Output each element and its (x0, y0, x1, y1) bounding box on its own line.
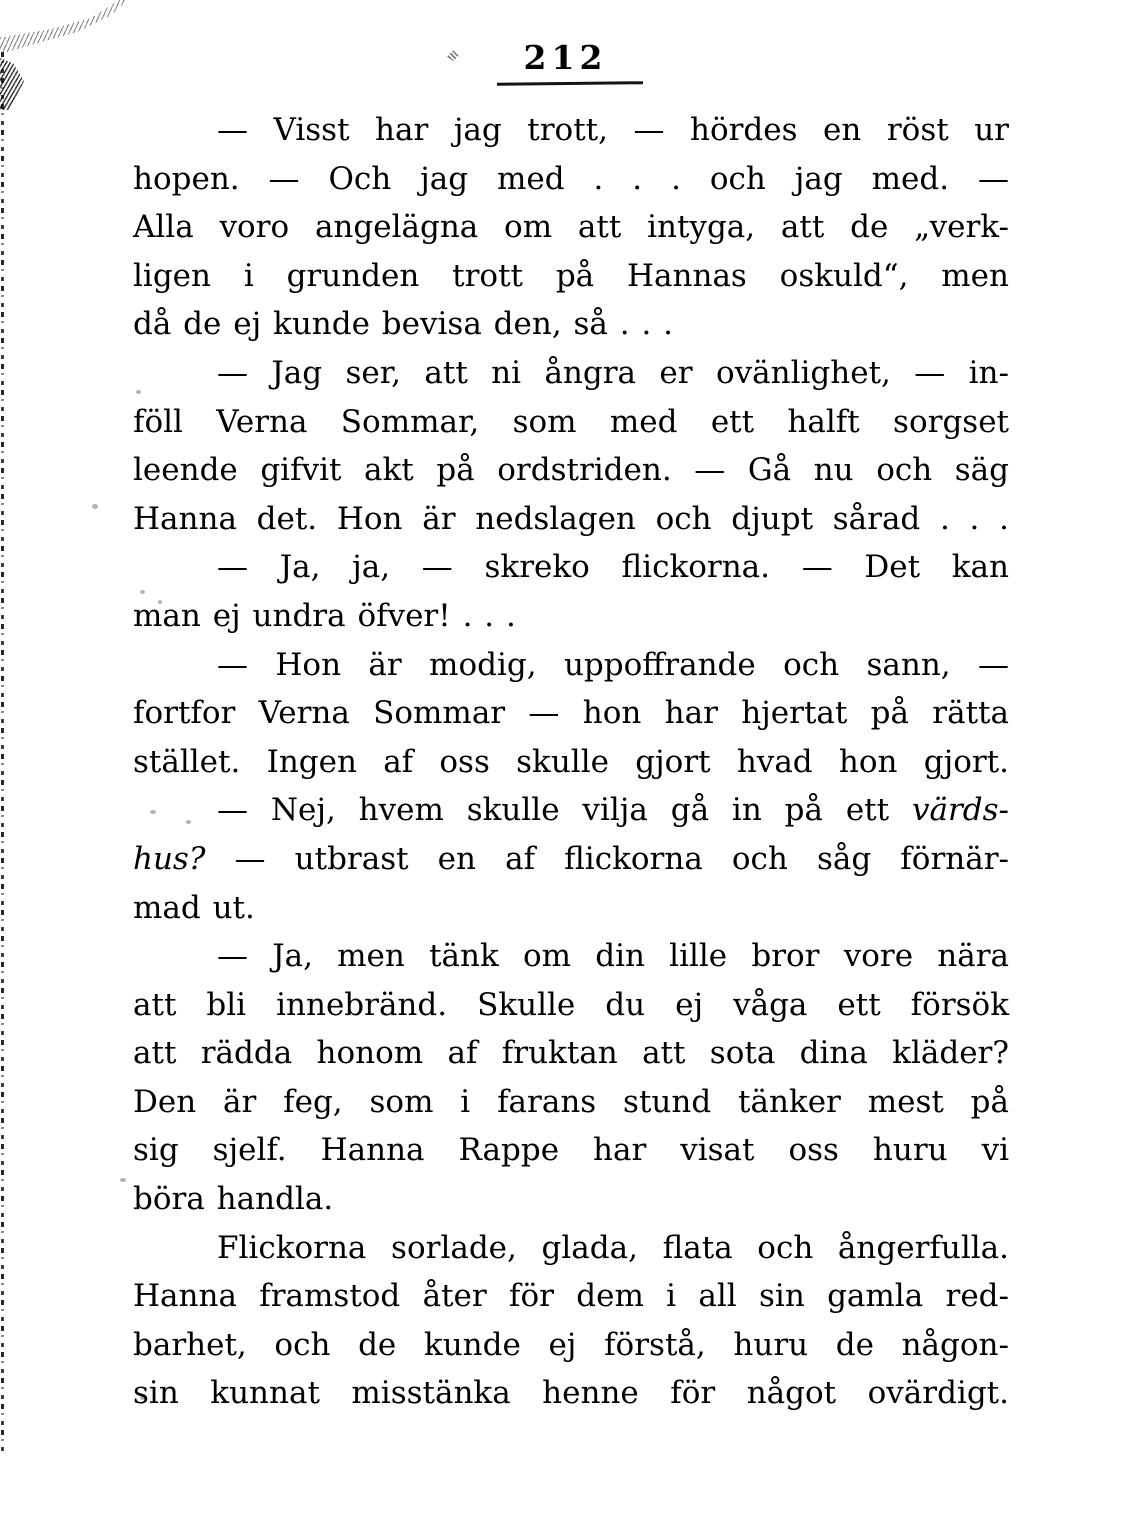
text-line (133, 252, 1009, 301)
text-segment: Den är feg, som i farans stund tänker mest på (133, 1083, 1009, 1120)
text-line (133, 932, 1009, 981)
text-line (133, 1078, 1009, 1127)
text-line (133, 155, 1009, 204)
text-segment: — Nej, hvem skulle vilja gå in på ett (217, 792, 912, 829)
paragraph (133, 106, 1009, 349)
page-number-rule (497, 81, 643, 86)
text-segment: — Jag ser, att ni ångra er ovänlighet, — in- (217, 354, 1009, 391)
paragraph (133, 543, 1009, 640)
text-segment: hopen. — Och jag med . . . och jag med. — (133, 160, 1009, 197)
text-line (133, 1224, 1009, 1273)
text-segment: fortfor Verna Sommar — hon har hjertat på rätta (133, 695, 1009, 732)
paragraph (133, 786, 1009, 932)
text-line (133, 349, 1009, 398)
text-segment: ligen i grunden trott på Hannas oskuld“, men (133, 257, 1009, 294)
text-segment: Flickorna sorlade, glada, flata och ångerfulla. (217, 1229, 1009, 1266)
text-segment: — utbrast en af flickorna och såg förnär- (205, 840, 1009, 877)
text-segment: mad ut. (133, 889, 255, 926)
text-segment-italic: hus? (133, 840, 206, 877)
text-segment: Alla voro angelägna om att intyga, att de „verk- (133, 209, 1009, 246)
text-line (133, 1126, 1009, 1175)
paragraph (133, 641, 1009, 787)
text-segment-italic: värds- (911, 792, 1009, 829)
text-line (133, 592, 1009, 641)
text-line (133, 786, 1009, 835)
text-line (133, 689, 1009, 738)
text-segment: barhet, och de kunde ej förstå, huru de någon- (133, 1326, 1009, 1363)
text-segment: stället. Ingen af oss skulle gjort hvad hon gjort. (133, 743, 1009, 780)
text-line (133, 641, 1009, 690)
text-segment: att bli innebränd. Skulle du ej våga ett försök (133, 986, 1009, 1023)
text-segment: böra handla. (133, 1181, 334, 1218)
speckle-artifact (92, 504, 98, 509)
page-header (0, 38, 1123, 77)
text-segment: — Visst har jag trott, — hördes en röst ur (217, 112, 1009, 148)
text-line (133, 884, 1009, 933)
text-line (133, 1272, 1009, 1321)
text-segment: — Hon är modig, uppoffrande och sann, — (217, 646, 1009, 683)
text-segment: föll Verna Sommar, som med ett halft sorgset (133, 403, 1009, 440)
text-line (133, 495, 1009, 544)
text-segment: — Ja, ja, — skreko flickorna. — Det kan (217, 549, 1009, 586)
text-line (133, 1321, 1009, 1370)
text-line (133, 1369, 1009, 1418)
text-segment: sig sjelf. Hanna Rappe har visat oss huru vi (133, 1132, 1009, 1169)
text-line (133, 1029, 1009, 1078)
text-line (133, 106, 1009, 155)
text-segment: Hanna framstod åter för dem i all sin gamla red- (133, 1278, 1009, 1315)
speckle-artifact (120, 1178, 126, 1182)
text-line (133, 738, 1009, 787)
text-segment: sin kunnat misstänka henne för något ovärdigt. (133, 1375, 1009, 1412)
text-segment: leende gifvit akt på ordstriden. — Gå nu och säg (133, 452, 1009, 489)
text-segment: — Ja, men tänk om din lille bror vore nära (217, 938, 1009, 975)
paragraph (133, 932, 1009, 1224)
paragraph (133, 1224, 1009, 1418)
text-segment: att rädda honom af fruktan att sota dina kläder? (133, 1035, 1009, 1072)
text-line (133, 300, 1009, 349)
text-line (133, 1175, 1009, 1224)
text-line (133, 543, 1009, 592)
paragraph (133, 349, 1009, 543)
text-line (133, 835, 1009, 884)
text-line (133, 981, 1009, 1030)
text-segment: då de ej kunde bevisa den, så . . . (133, 306, 674, 343)
page-number: 212 (523, 38, 608, 77)
text-segment: man ej undra öfver! . . . (133, 597, 516, 634)
text-segment: Hanna det. Hon är nedslagen och djupt sårad . . . (133, 500, 1009, 537)
scan-edge-line-artifact (1, 52, 4, 1452)
body-text (133, 106, 1009, 1418)
text-line (133, 446, 1009, 495)
text-line (133, 398, 1009, 447)
text-line (133, 203, 1009, 252)
